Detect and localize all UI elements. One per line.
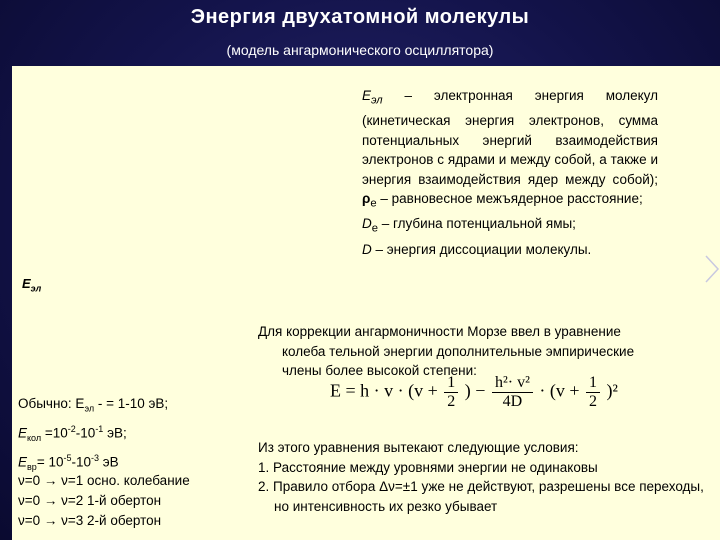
- morse-paragraph: [258, 322, 716, 381]
- formula-fraction-1: $\frac{1}{2}$: [444, 374, 458, 411]
- re-symbol: ρ: [362, 191, 371, 207]
- condition-item: 1. Расстояние между уровнями энергии не одинаковы: [258, 459, 598, 475]
- plot-label-symbol: E: [22, 276, 31, 291]
- morse-line-3: члены более высокой степени:: [282, 363, 477, 378]
- condition-item: 2. Правило отбора Δν=±1 уже не действуют, разрешены все переходы, но интенсивность их резко убывает: [258, 479, 704, 514]
- d-text: – энергия диссоциации молекулы.: [371, 241, 592, 257]
- morse-line-1: Для коррекции ангармоничности Морзе ввел в уравнение: [258, 324, 621, 339]
- transition-item: ν=0 → ν=2 1-й обертон: [18, 493, 162, 508]
- chevron-right-icon: [704, 254, 720, 284]
- re-subscript: e: [370, 197, 377, 210]
- morse-formula: [330, 374, 618, 411]
- formula-fraction-2: $\frac{\text{h²· v²}}{4D}$: [492, 374, 533, 411]
- conditions-block: [258, 438, 706, 516]
- formula-tail: · (v +: [539, 380, 580, 401]
- de-text: – глубина потенциальной ямы;: [378, 216, 576, 232]
- formula-end: )²: [606, 380, 618, 401]
- e-el-text: – электронная энергия молекул (кинетическая энергия электронов, сумма потенциальных энергий взаимодействия электронов с ядрами и между собой, а также и энергия взаимодействия ядер между собой);: [362, 88, 658, 187]
- typical-line-vibrational: $E_{кол} =10^{-2}-10^{-1}$ эВ;: [18, 423, 127, 443]
- typical-line-electronic: Обычно: $E_{эл}$ - = 1-10 эВ;: [18, 396, 169, 414]
- conditions-intro: Из этого уравнения вытекают следующие условия:: [258, 440, 579, 455]
- plot-label-subscript: эл: [30, 283, 42, 294]
- e-el-subscript: эл: [371, 94, 383, 107]
- typical-energies: [18, 394, 168, 477]
- formula-fraction-3: $\frac{1}{2}$: [586, 374, 600, 411]
- de-symbol: D: [362, 216, 372, 232]
- e-el-symbol: E: [362, 88, 372, 103]
- transition-item: ν=0 → ν=3 2-й обертон: [18, 513, 162, 528]
- morse-line-2: колеба тельной энергии дополнительные эмпирические: [282, 343, 635, 359]
- re-text: – равновесное межъядерное расстояние;: [376, 191, 643, 207]
- transition-list: [18, 471, 190, 531]
- energy-description: [362, 86, 658, 259]
- de-subscript: e: [371, 223, 379, 236]
- content-panel: [12, 66, 720, 540]
- d-symbol: D: [362, 241, 372, 257]
- page-title: Энергия двухатомной молекулы: [190, 6, 530, 28]
- transition-item: ν=0 → ν=1 осно. колебание: [18, 473, 190, 488]
- formula-lhs: E = h · v · (v +: [330, 380, 438, 401]
- typical-line-rotational: $E_{вр}= 10^{-5}-10^{-3}$ эВ: [18, 452, 119, 473]
- page-subtitle: (модель ангармонического осциллятора): [226, 42, 494, 58]
- plot-axis-label: [22, 276, 41, 294]
- formula-mid: ) −: [464, 380, 486, 401]
